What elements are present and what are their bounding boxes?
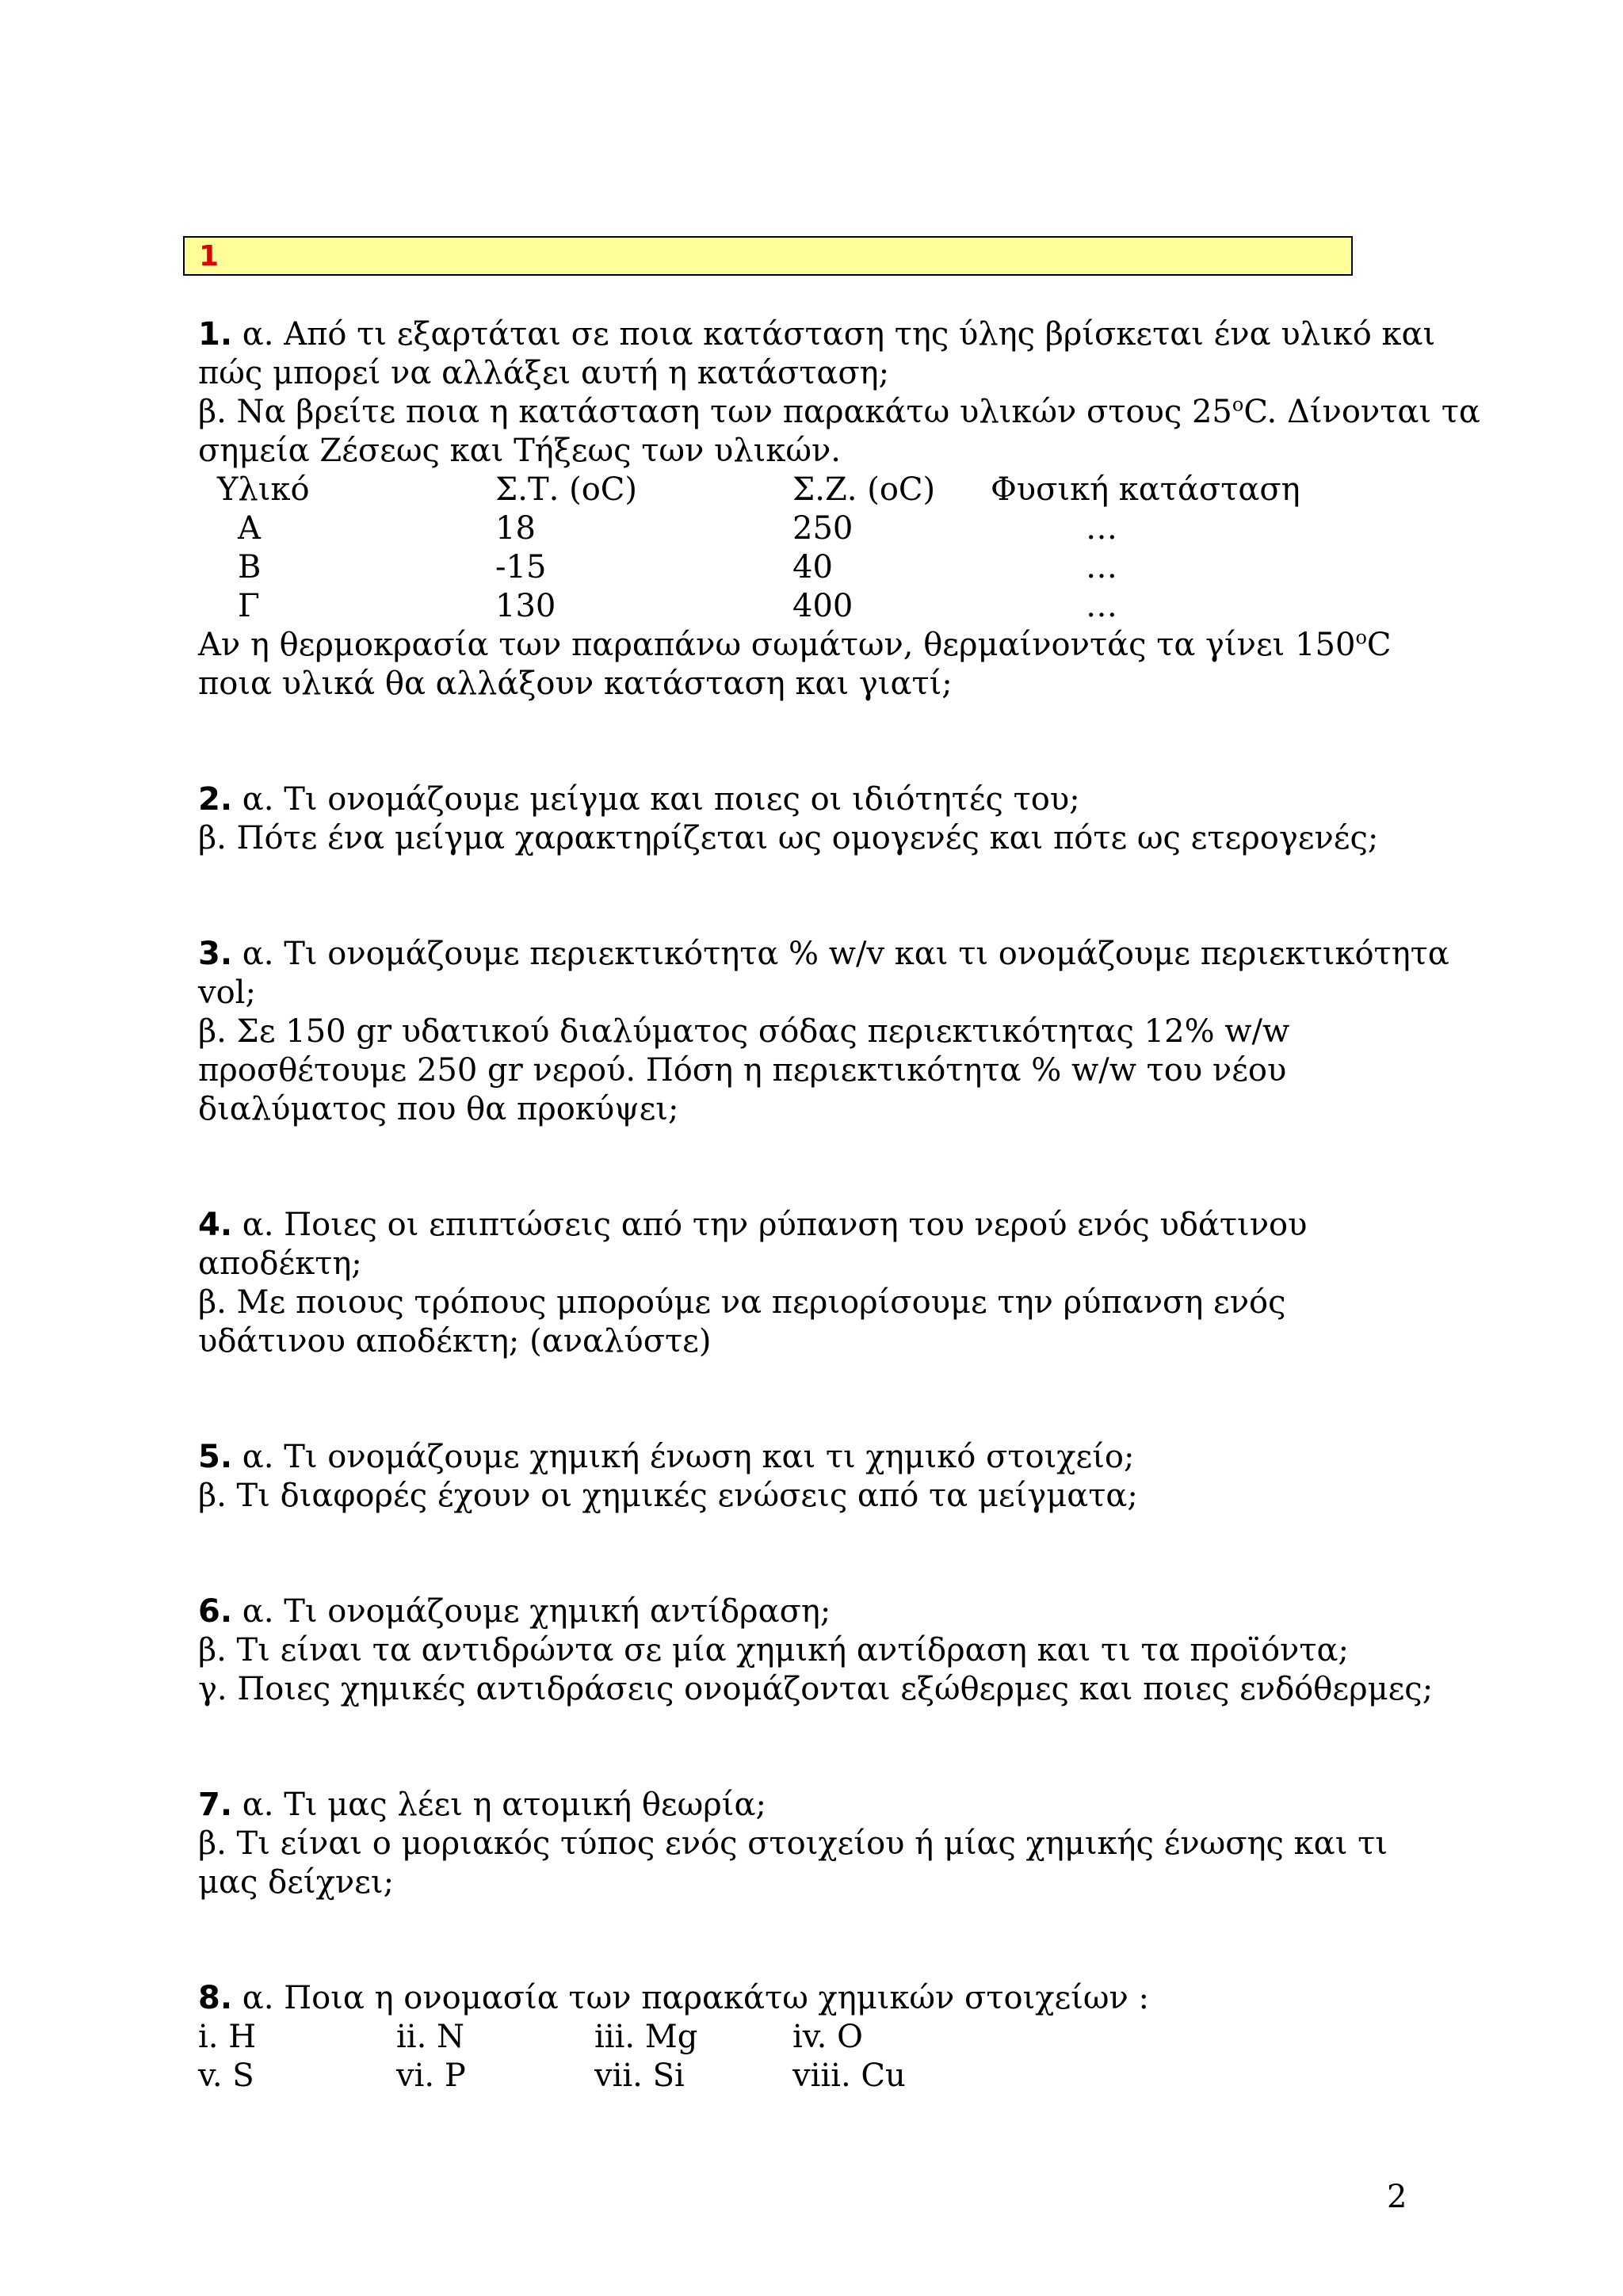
element-item: ii. N [396, 2019, 465, 2055]
material-table-header [198, 471, 1419, 509]
q6-line-1: 6. α. Τι ονομάζουμε χημική αντίδραση; [198, 1593, 831, 1630]
q3-line-5: διαλύματος που θα προκύψει; [198, 1091, 679, 1127]
q7-line-1: 7. α. Τι μας λέει η ατομική θεωρία; [198, 1787, 766, 1823]
question-number: 5. [198, 1439, 233, 1475]
q4-line-1: 4. α. Ποιες οι επιπτώσεις από την ρύπανση του νερού ενός υδάτινου [198, 1207, 1308, 1243]
q4-line-3: β. Με ποιους τρόπους μπορούμε να περιορίσουμε την ρύπανση ενός [198, 1284, 1286, 1321]
question-number: 2. [198, 781, 233, 818]
element-item: vii. Si [594, 2058, 685, 2094]
element-item: viii. Cu [792, 2058, 906, 2094]
document-body [198, 315, 1480, 2096]
q1-line-1: 1. α. Από τι εξαρτάται σε ποια κατάσταση της ύλης βρίσκεται ένα υλικό και [198, 316, 1436, 353]
q5-line-2: β. Τι διαφορές έχουν οι χημικές ενώσεις από τα μείγματα; [198, 1478, 1138, 1514]
q8-line-1: 8. α. Ποια η ονομασία των παρακάτω χημικών στοιχείων : [198, 1980, 1150, 2016]
q4-line-2: αποδέκτη; [198, 1245, 362, 1282]
q3-line-4: προσθέτουμε 250 gr νερού. Πόση η περιεκτικότητα % w/w του νέου [198, 1052, 1287, 1089]
table-cell: Β [238, 549, 262, 585]
q3-line-2: vol; [198, 974, 256, 1011]
q1-line-3: β. Να βρείτε ποια η κατάσταση των παρακάτω υλικών στους $25^oC$. Δίνονται τα [198, 393, 1480, 430]
table-header-cell: Φυσική κατάσταση [991, 471, 1300, 508]
table-cell: -15 [495, 549, 547, 585]
q1-line-5: Αν η θερμοκρασία των παραπάνω σωμάτων, θερμαίνοντάς τα γίνει $150^oC$ [198, 626, 1392, 663]
material-table-row [198, 509, 1419, 548]
q2-line-2: β. Πότε ένα μείγμα χαρακτηρίζεται ως ομογενές και πότε ως ετερογενές; [198, 820, 1379, 856]
table-header-cell: Υλικό [217, 471, 310, 508]
question-number: 3. [198, 936, 233, 972]
table-header-cell: Σ.Ζ. (oC) [792, 471, 936, 508]
element-list-row [198, 2018, 1419, 2057]
element-item: i. H [198, 2019, 257, 2055]
element-item: vi. P [396, 2058, 466, 2094]
element-item: iii. Mg [594, 2019, 698, 2055]
section-header-box [183, 236, 1353, 276]
table-cell: 400 [792, 588, 854, 624]
element-item: v. S [198, 2058, 254, 2094]
table-cell: 130 [495, 588, 556, 624]
table-cell: Α [238, 510, 261, 547]
table-cell: 40 [792, 549, 833, 585]
q5-line-1: 5. α. Τι ονομάζουμε χημική ένωση και τι χημικό στοιχείο; [198, 1439, 1135, 1475]
q3-line-1: 3. α. Τι ονομάζουμε περιεκτικότητα % w/v και τι ονομάζουμε περιεκτικότητα [198, 936, 1449, 972]
material-table-row [198, 548, 1419, 587]
q7-line-3: μας δείχνει; [198, 1864, 395, 1901]
section-number: 1 [199, 240, 220, 273]
q6-line-2: β. Τι είναι τα αντιδρώντα σε μία χημική αντίδραση και τι τα προϊόντα; [198, 1632, 1349, 1669]
q3-line-3: β. Σε 150 gr υδατικού διαλύματος σόδας περιεκτικότητας 12% w/w [198, 1013, 1290, 1050]
table-cell: 250 [792, 510, 854, 547]
q1-line-4: σημεία Ζέσεως και Τήξεως των υλικών. [198, 433, 841, 469]
q1-line-6: ποια υλικά θα αλλάξουν κατάσταση και γιατί; [198, 666, 953, 702]
table-cell: … [1086, 588, 1117, 624]
q1-line-2: πώς μπορεί να αλλάξει αυτή η κατάσταση; [198, 355, 890, 391]
question-number: 6. [198, 1593, 233, 1630]
q6-line-3: γ. Ποιες χημικές αντιδράσεις ονομάζονται εξώθερμες και ποιες ενδόθερμες; [198, 1671, 1434, 1707]
material-table-row [198, 587, 1419, 626]
question-number: 7. [198, 1787, 233, 1823]
q4-line-4: υδάτινου αποδέκτη; (αναλύστε) [198, 1323, 712, 1360]
q7-line-2: β. Τι είναι ο μοριακός τύπος ενός στοιχείου ή μίας χημικής ένωσης και τι [198, 1825, 1388, 1862]
table-cell: … [1086, 510, 1117, 547]
question-number: 4. [198, 1207, 233, 1243]
table-cell: … [1086, 549, 1117, 585]
question-number: 8. [198, 1980, 233, 2016]
table-cell: Γ [238, 588, 260, 624]
page-number: 2 [1387, 2179, 1407, 2215]
q2-line-1: 2. α. Τι ονομάζουμε μείγμα και ποιες οι ιδιότητές του; [198, 781, 1080, 818]
table-cell: 18 [495, 510, 536, 547]
table-header-cell: Σ.Τ. (oC) [495, 471, 638, 508]
element-item: iv. O [792, 2019, 863, 2055]
question-number: 1. [198, 316, 233, 353]
element-list-row [198, 2057, 1419, 2096]
